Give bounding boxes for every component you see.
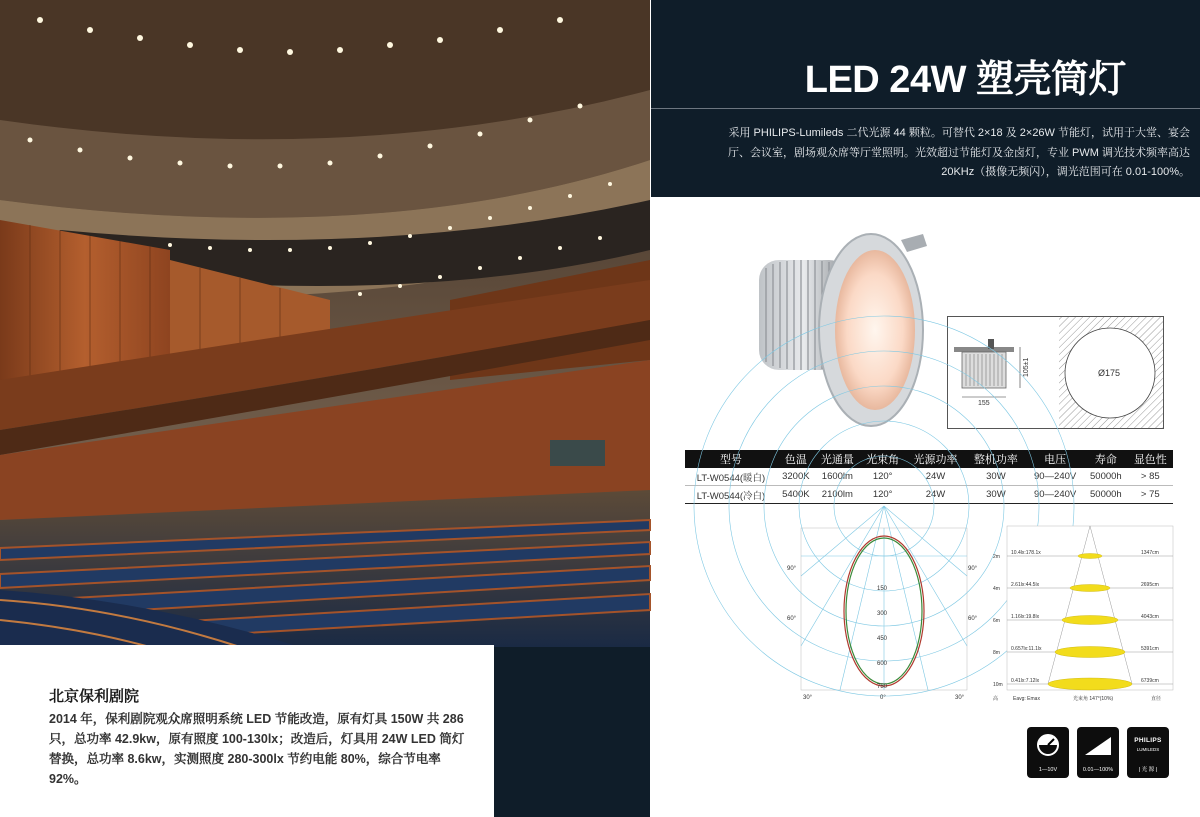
dimmer-label: 1—10V	[1038, 767, 1058, 773]
cell-source-power: 24W	[905, 486, 965, 504]
product-title: LED 24W 塑壳筒灯	[804, 59, 1126, 101]
cone-illum: 0.41lx:7.12lx	[1011, 678, 1040, 684]
product-intro: 采用 PHILIPS-Lumileds 二代光源 44 颗粒。可替代 2×18 及 2×26W 节能灯，试用于大堂、宴会厅、会议室，剧场观众席等厅堂照明。光效超过节能灯及金卤灯，专业 PWM 调光技术频率高达 20KHz（摄像无频闪），调光范围可在 0.01-100%。	[728, 127, 1190, 178]
angle-label: 30°	[803, 695, 813, 701]
ring-label: 750	[877, 684, 888, 690]
cone-distance: 2m	[993, 554, 1000, 560]
cell-lifespan: 50000h	[1084, 486, 1128, 504]
range-label: 0.01—100%	[1082, 767, 1114, 773]
brand-mid: LUMILEDS	[1136, 747, 1160, 752]
cell-total-power: 30W	[966, 486, 1026, 504]
table-row	[685, 468, 1173, 486]
downlight-product-image	[751, 230, 931, 430]
ring-label: 600	[877, 661, 888, 667]
brand-top: PHILIPS	[1134, 737, 1162, 744]
cone-illum: 10.4lx:178.1x	[1011, 550, 1041, 556]
polar-distribution-chart	[785, 526, 978, 704]
col-total-power: 整机功率	[966, 450, 1026, 468]
angle-label: 60°	[968, 616, 978, 622]
case-study-text: 2014 年，保利剧院观众席照明系统 LED 节能改造，原有灯具 150W 共 286 只，总功率 42.9kw，原有照度 100-130lx；改造后，灯具用 24W LED 筒灯替换，总功率 8.6kw，实测照度 280-300lx 节约电能 80%，综合节电率 92%。	[49, 712, 465, 786]
dimmer-knob-icon	[1027, 727, 1069, 778]
philips-lumileds-logo	[1127, 727, 1169, 778]
theater-photo	[0, 0, 650, 647]
dim-height-label: 105±1	[1023, 357, 1030, 377]
cone-footer-left: 高	[993, 696, 999, 702]
dim-width-label: 155	[978, 400, 990, 407]
col-lifespan: 寿命	[1084, 450, 1128, 468]
cell-beam: 120°	[860, 486, 905, 504]
cone-footer-right: 直径	[1151, 696, 1162, 702]
illuminance-cone-chart	[991, 524, 1175, 706]
cell-source-power: 24W	[905, 468, 965, 486]
product-header	[651, 0, 1200, 197]
col-cri: 显色性	[1128, 450, 1173, 468]
cell-model: LT-W0544(冷白)	[685, 486, 777, 504]
dimension-drawing	[947, 316, 1164, 429]
cone-illum: 2.61lx:44.5lx	[1011, 582, 1040, 588]
case-study-title: 北京保利剧院	[49, 688, 140, 705]
col-lumen: 光通量	[815, 450, 860, 468]
angle-label: 0°	[880, 695, 886, 701]
cone-diameter: 5391cm	[1141, 646, 1159, 652]
ring-label: 450	[877, 636, 888, 642]
cone-distance: 10m	[993, 682, 1003, 688]
col-cct: 色温	[777, 450, 815, 468]
spec-table-header	[685, 450, 1173, 468]
ring-label: 300	[877, 611, 888, 617]
header-divider	[651, 108, 1200, 109]
cone-footer-eavg: Eavg: Emax	[1013, 696, 1040, 702]
col-source-power: 光源功率	[905, 450, 965, 468]
cell-lumen: 1600lm	[815, 468, 860, 486]
cone-distance: 6m	[993, 618, 1000, 624]
cell-lifespan: 50000h	[1084, 468, 1128, 486]
cell-lumen: 2100lm	[815, 486, 860, 504]
angle-label: 90°	[968, 566, 978, 572]
cell-cct: 5400K	[777, 486, 815, 504]
cell-total-power: 30W	[966, 468, 1026, 486]
cell-model: LT-W0544(暖白)	[685, 468, 777, 486]
spec-table	[685, 450, 1173, 504]
dimming-range-icon	[1077, 727, 1119, 778]
cone-footer-beam: 光束角 147°(10%)	[1073, 696, 1114, 702]
cone-diameter: 4043cm	[1141, 614, 1159, 620]
dim-cutout-label: Ø175	[1098, 368, 1121, 378]
cell-cri: > 85	[1128, 468, 1173, 486]
cone-diameter: 2695cm	[1141, 582, 1159, 588]
brand-bottom: | 光 源 |	[1138, 767, 1158, 773]
cell-beam: 120°	[860, 468, 905, 486]
cone-distance: 4m	[993, 586, 1000, 592]
col-beam: 光束角	[860, 450, 905, 468]
right-page	[651, 0, 1200, 817]
ring-label: 150	[877, 586, 888, 592]
cone-distance: 8m	[993, 650, 1000, 656]
angle-label: 30°	[955, 695, 965, 701]
cone-illum: 1.16lx:19.8lx	[1011, 614, 1040, 620]
cone-illum: 0.657lx:11.1lx	[1011, 646, 1042, 652]
cone-diameter: 6739cm	[1141, 678, 1159, 684]
table-row	[685, 486, 1173, 504]
angle-label: 90°	[787, 566, 797, 572]
angle-label: 60°	[787, 616, 797, 622]
cell-cct: 3200K	[777, 468, 815, 486]
cell-cri: > 75	[1128, 486, 1173, 504]
cone-diameter: 1347cm	[1141, 550, 1159, 556]
cell-voltage: 90—240V	[1026, 486, 1084, 504]
col-model: 型号	[685, 450, 777, 468]
col-voltage: 电压	[1026, 450, 1084, 468]
cell-voltage: 90—240V	[1026, 468, 1084, 486]
case-study-box	[0, 645, 494, 817]
